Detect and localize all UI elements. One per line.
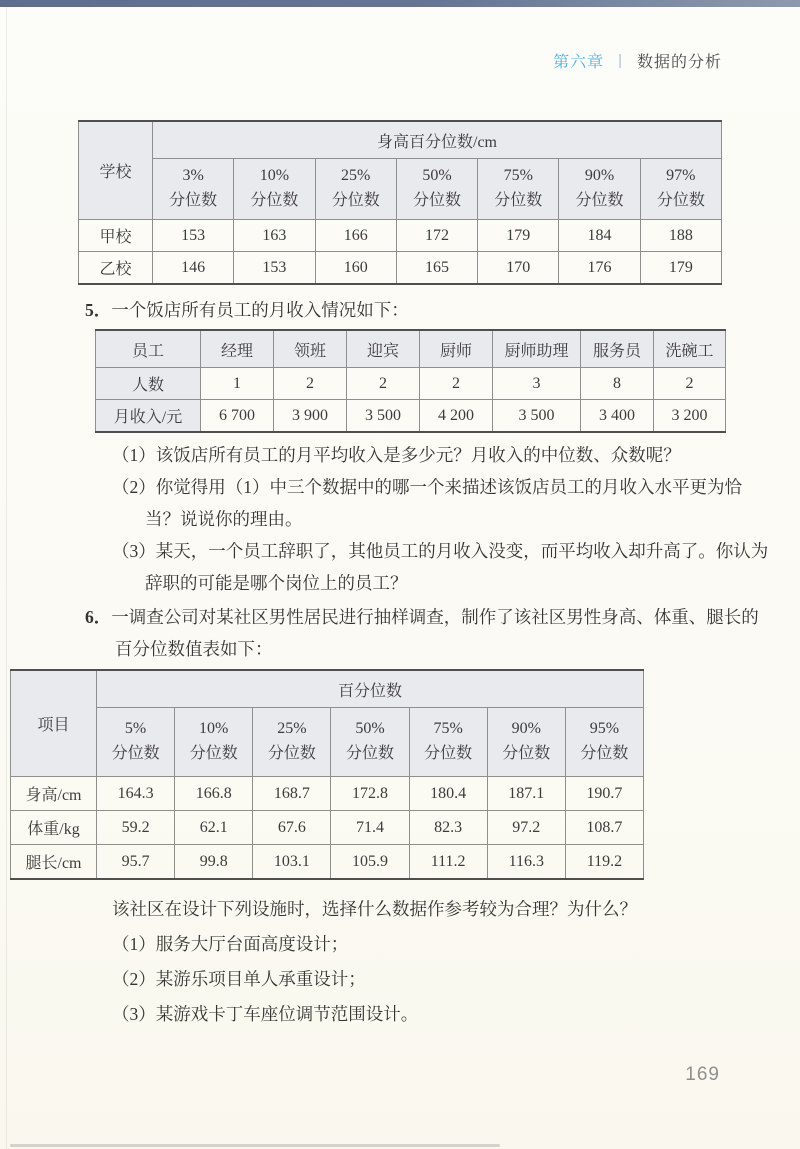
cell: 3 200 (654, 400, 726, 433)
cell: 108.7 (565, 811, 643, 845)
cell: 179 (478, 220, 559, 252)
page-body (78, 297, 769, 665)
cell: 97.2 (487, 811, 565, 845)
table-row (11, 845, 644, 880)
cell: 59.2 (97, 811, 175, 845)
cell: 164.3 (97, 777, 175, 811)
cell: 172 (396, 220, 477, 252)
col-header (478, 159, 559, 220)
question-item: （1）该饭店所有员工的月平均收入是多少元？月收入的中位数、众数呢？ (112, 445, 681, 465)
chapter-title: 数据的分析 (636, 53, 722, 71)
col-header (315, 159, 396, 220)
question-item: （2）某游乐项目单人承重设计； (112, 969, 366, 989)
percent-label: 75% (433, 720, 463, 738)
staff-income-table (95, 329, 726, 433)
row-label: 体重/kg (11, 811, 97, 845)
percent-label: 90% (511, 720, 541, 738)
sub-label: 分位数 (575, 192, 624, 209)
col-header (253, 708, 331, 777)
col-header: 经理 (201, 330, 274, 368)
cell: 190.7 (565, 777, 643, 811)
table-row (79, 220, 722, 252)
cell: 95.7 (97, 845, 175, 880)
sub-label: 分位数 (424, 745, 473, 762)
col-header: 厨师 (420, 330, 493, 368)
col-header (175, 708, 253, 777)
problem-text: 一个饭店所有员工的月收入情况如下： (111, 300, 409, 320)
col-header (565, 708, 643, 777)
percent-label: 5% (124, 720, 147, 738)
cell: 2 (420, 368, 493, 400)
sub-label: 分位数 (169, 192, 218, 209)
percent-label: 50% (355, 720, 385, 738)
percent-label: 25% (277, 720, 307, 738)
cell: 3 500 (493, 400, 581, 433)
cell: 4 200 (420, 400, 493, 433)
sub-label: 分位数 (502, 745, 551, 762)
cell: 146 (153, 252, 234, 285)
community-percentile-table (10, 669, 644, 880)
cell: 172.8 (331, 777, 409, 811)
col-header (234, 159, 315, 220)
problem-text: 一调查公司对某社区男性居民进行抽样调查，制作了该社区男性身高、体重、腿长的百分位数值表如下： (111, 607, 759, 659)
cell: 6 700 (201, 400, 274, 433)
cell: 153 (234, 252, 315, 285)
percent-label: 95% (589, 720, 620, 738)
sub-label: 分位数 (580, 745, 629, 762)
col-header: 厨师助理 (493, 330, 581, 368)
cell: 163 (234, 220, 315, 252)
table-row (79, 252, 722, 285)
table-span-header: 身高百分位数/cm (153, 121, 722, 159)
chapter-number: 第六章 (553, 53, 605, 71)
table-row (11, 777, 644, 811)
row-label: 身高/cm (11, 777, 97, 811)
cell: 82.3 (409, 811, 487, 845)
col-header (409, 708, 487, 777)
percent-label: 75% (503, 167, 533, 185)
question-item: （3）某游戏卡丁车座位调节范围设计。 (112, 1004, 419, 1024)
sub-label: 分位数 (189, 745, 238, 762)
cell: 103.1 (253, 845, 331, 880)
problem-6-outro: 该社区在设计下列设施时，选择什么数据作参考较为合理？为什么？ (112, 899, 637, 919)
percent-label: 3% (182, 167, 204, 185)
page-top-edge (0, 0, 800, 7)
cell: 165 (396, 252, 477, 285)
cell: 67.6 (253, 811, 331, 845)
percent-label: 50% (422, 167, 452, 185)
sub-label: 分位数 (331, 192, 380, 209)
table-corner-label: 员工 (96, 330, 201, 368)
cell: 111.2 (409, 845, 487, 880)
page-number: 169 (685, 1064, 720, 1085)
cell: 3 900 (274, 400, 347, 433)
height-percentile-table (78, 120, 722, 285)
col-header (331, 708, 409, 777)
problem-number: 6． (85, 607, 112, 627)
cell: 176 (559, 252, 640, 285)
row-label: 月收入/元 (96, 400, 201, 433)
cell: 105.9 (331, 845, 409, 880)
table-row (11, 811, 644, 845)
col-header (487, 708, 565, 777)
percent-label: 25% (341, 167, 371, 185)
table-span-header: 百分位数 (97, 670, 644, 708)
cell: 160 (315, 252, 396, 285)
col-header (97, 708, 175, 777)
row-label: 甲校 (79, 220, 153, 252)
col-header (559, 159, 640, 220)
sub-label: 分位数 (494, 192, 543, 209)
question-item: （1）服务大厅台面高度设计； (112, 934, 349, 954)
percent-label: 90% (584, 167, 615, 185)
cell: 99.8 (175, 845, 253, 880)
percent-label: 97% (666, 167, 696, 185)
percent-label: 10% (259, 167, 290, 185)
cell: 116.3 (487, 845, 565, 880)
table-corner-label: 学校 (79, 121, 153, 220)
sub-label: 分位数 (345, 745, 394, 762)
cell: 170 (478, 252, 559, 285)
col-header: 领班 (274, 330, 347, 368)
chapter-divider: | (618, 51, 623, 69)
cell: 71.4 (331, 811, 409, 845)
cell: 166.8 (175, 777, 253, 811)
cell: 3 500 (347, 400, 420, 433)
sub-label: 分位数 (267, 745, 316, 762)
percent-label: 10% (199, 720, 229, 738)
col-header (640, 159, 721, 220)
problem-5-questions (78, 439, 769, 599)
problem-6-intro (85, 601, 765, 665)
col-header: 迎宾 (347, 330, 420, 368)
cell: 3 (493, 368, 581, 400)
scan-edge-mark (10, 1144, 500, 1147)
table-row (96, 400, 726, 433)
cell: 188 (640, 220, 721, 252)
cell: 153 (153, 220, 234, 252)
page-body-lower (78, 896, 722, 1027)
problem-5-intro (85, 297, 765, 323)
cell: 1 (201, 368, 274, 400)
col-header (396, 159, 477, 220)
sub-label: 分位数 (250, 192, 299, 209)
col-header: 洗碗工 (654, 330, 726, 368)
question-item: （3）某天，一个员工辞职了，其他员工的月收入没变，而平均收入却升高了。你认为辞职的可能是哪个岗位上的员工？ (112, 541, 769, 593)
col-header (153, 159, 234, 220)
col-header: 服务员 (581, 330, 654, 368)
cell: 8 (581, 368, 654, 400)
cell: 2 (274, 368, 347, 400)
cell: 166 (315, 220, 396, 252)
sub-label: 分位数 (111, 745, 160, 762)
cell: 119.2 (565, 845, 643, 880)
problem-number: 5． (85, 300, 112, 320)
cell: 62.1 (175, 811, 253, 845)
question-item: （2）你觉得用（1）中三个数据中的哪一个来描述该饭店员工的月收入水平更为恰当？说说你的理由。 (112, 477, 742, 529)
cell: 3 400 (581, 400, 654, 433)
row-label: 腿长/cm (11, 845, 97, 880)
cell: 2 (654, 368, 726, 400)
cell: 168.7 (253, 777, 331, 811)
cell: 179 (640, 252, 721, 285)
cell: 184 (559, 220, 640, 252)
sub-label: 分位数 (412, 192, 461, 209)
sub-label: 分位数 (656, 192, 705, 209)
row-label: 乙校 (79, 252, 153, 285)
chapter-header (0, 48, 722, 72)
row-label: 人数 (96, 368, 201, 400)
table-corner-label: 项目 (11, 670, 97, 777)
cell: 187.1 (487, 777, 565, 811)
cell: 180.4 (409, 777, 487, 811)
cell: 2 (347, 368, 420, 400)
table-row (96, 368, 726, 400)
